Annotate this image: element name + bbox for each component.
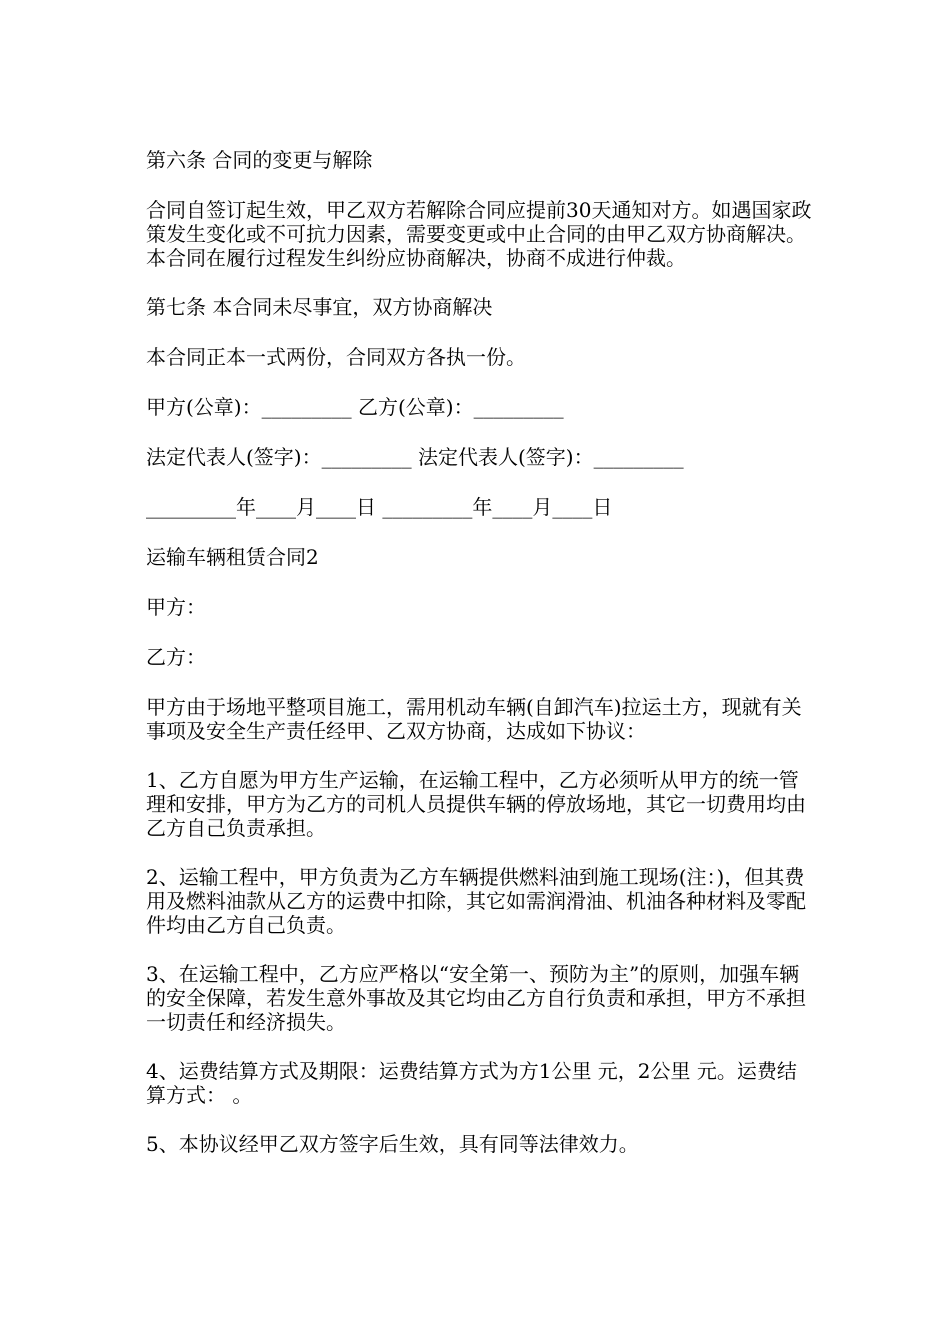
preamble-text: 甲方由于场地平整项目施工，需用机动车辆(自卸汽车)拉运土方，现就有关事项及安全生产责任经甲、乙双方协商，达成如下协议：	[146, 695, 802, 743]
date-line: _________年____月____日 _________年____月____日	[146, 495, 613, 519]
contract-2-title: 运输车辆租赁合同2	[146, 545, 319, 569]
seal-line: 甲方(公章)：_________ 乙方(公章)：_________	[146, 395, 564, 419]
clause-1: 1、乙方自愿为甲方生产运输，在运输工程中，乙方必须听从甲方的统一管理和安排，甲方为乙方的司机人员提供车辆的停放场地，其它一切费用均由乙方自己负责承担。	[146, 768, 806, 840]
article-6-heading: 第六条 合同的变更与解除	[146, 148, 373, 172]
clause-5: 5、本协议经甲乙双方签字后生效，具有同等法律效力。	[146, 1132, 639, 1156]
party-b-line: 乙方：	[146, 645, 206, 669]
signature-line: 法定代表人(签字)：_________ 法定代表人(签字)：_________	[146, 445, 684, 469]
party-a-line: 甲方：	[146, 595, 206, 619]
clause-4: 4、运费结算方式及期限：运费结算方式为方1公里 元，2公里 元。运费结算方式： 。	[146, 1059, 797, 1107]
clause-2: 2、运输工程中，甲方负责为乙方车辆提供燃料油到施工现场(注：)，但其费用及燃料油款从乙方的运费中扣除，其它如需润滑油、机油各种材料及零配件均由乙方自己负责。	[146, 865, 806, 937]
copies-clause: 本合同正本一式两份，合同双方各执一份。	[146, 345, 526, 369]
document-body	[146, 148, 816, 1182]
article-7-heading: 第七条 本合同未尽事宜，双方协商解决	[146, 295, 493, 319]
article-6-text: 合同自签订起生效，甲乙双方若解除合同应提前30天通知对方。如遇国家政策发生变化或不可抗力因素，需要变更或中止合同的由甲乙双方协商解决。本合同在履行过程发生纠纷应协商解决，协商不成进行仲裁。	[146, 198, 812, 270]
clause-3: 3、在运输工程中，乙方应严格以“安全第一、预防为主”的原则，加强车辆的安全保障，若发生意外事故及其它均由乙方自行负责和承担，甲方不承担一切责任和经济损失。	[146, 962, 806, 1034]
